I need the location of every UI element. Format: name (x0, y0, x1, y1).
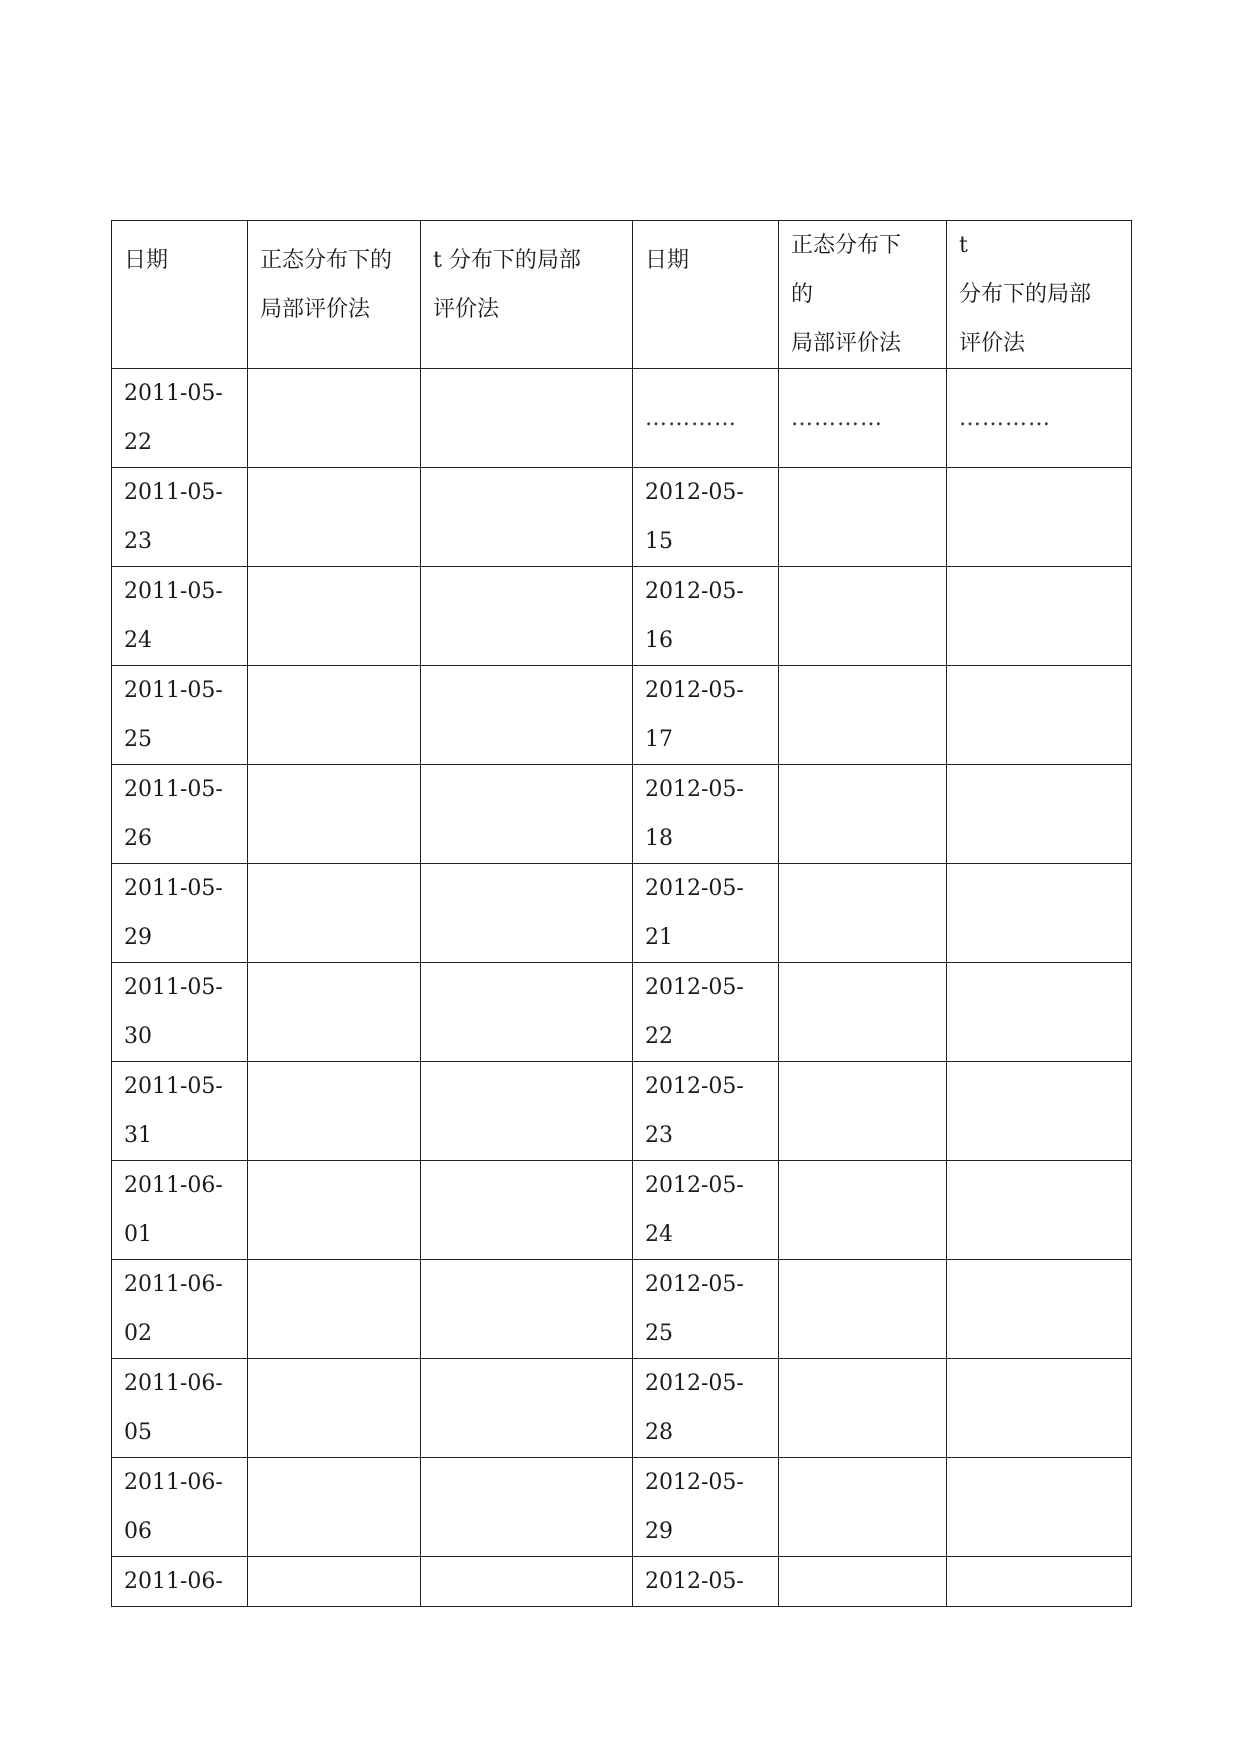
date-cell-right: 2012-05- 29 (633, 1458, 779, 1557)
value-cell (947, 567, 1132, 666)
date-cell-left: 2011-06- (112, 1557, 248, 1607)
value-cell (779, 864, 947, 963)
header-cell-t-left: t 分布下的局部 评价法 (421, 221, 633, 369)
value-cell (248, 1062, 421, 1161)
value-cell (248, 369, 421, 468)
value-cell (947, 1458, 1132, 1557)
table-row (112, 1161, 1132, 1260)
value-cell (421, 1161, 633, 1260)
date-cell-right: 2012-05- 28 (633, 1359, 779, 1458)
table-row (112, 765, 1132, 864)
value-cell (779, 567, 947, 666)
date-cell-left: 2011-06- 02 (112, 1260, 248, 1359)
header-cell-normal-right: 正态分布下 的 局部评价法 (779, 221, 947, 369)
ellipsis-cell: ………… (947, 369, 1132, 468)
header-cell-date-right: 日期 (633, 221, 779, 369)
date-cell-left: 2011-06- 05 (112, 1359, 248, 1458)
table-row (112, 666, 1132, 765)
table-row (112, 567, 1132, 666)
value-cell (421, 1458, 633, 1557)
value-cell (779, 1062, 947, 1161)
value-cell (248, 1458, 421, 1557)
value-cell (421, 666, 633, 765)
value-cell (947, 765, 1132, 864)
value-cell (248, 963, 421, 1062)
date-cell-right: 2012-05- 18 (633, 765, 779, 864)
value-cell (947, 963, 1132, 1062)
value-cell (421, 1359, 633, 1458)
table-row (112, 369, 1132, 468)
value-cell (421, 765, 633, 864)
value-cell (779, 1557, 947, 1607)
date-cell-left: 2011-05- 22 (112, 369, 248, 468)
value-cell (248, 468, 421, 567)
value-cell (947, 666, 1132, 765)
date-cell-left: 2011-05- 30 (112, 963, 248, 1062)
value-cell (248, 1557, 421, 1607)
value-cell (248, 1260, 421, 1359)
ellipsis-cell: ………… (633, 369, 779, 468)
table-row (112, 864, 1132, 963)
value-cell (779, 1260, 947, 1359)
value-cell (947, 1062, 1132, 1161)
date-cell-right: 2012-05- 25 (633, 1260, 779, 1359)
date-cell-right: 2012-05- (633, 1557, 779, 1607)
table-row (112, 1458, 1132, 1557)
date-cell-left: 2011-06- 06 (112, 1458, 248, 1557)
value-cell (779, 1161, 947, 1260)
table-row (112, 963, 1132, 1062)
date-cell-right: 2012-05- 15 (633, 468, 779, 567)
table-row (112, 1260, 1132, 1359)
header-cell-date-left: 日期 (112, 221, 248, 369)
date-cell-right: 2012-05- 21 (633, 864, 779, 963)
value-cell (779, 1458, 947, 1557)
value-cell (779, 468, 947, 567)
table-header-row (112, 221, 1132, 369)
date-cell-left: 2011-05- 29 (112, 864, 248, 963)
date-cell-right: 2012-05- 16 (633, 567, 779, 666)
value-cell (421, 1557, 633, 1607)
value-cell (248, 864, 421, 963)
date-cell-right: 2012-05- 22 (633, 963, 779, 1062)
value-cell (421, 963, 633, 1062)
value-cell (947, 1260, 1132, 1359)
date-cell-right: 2012-05- 17 (633, 666, 779, 765)
value-cell (779, 666, 947, 765)
ellipsis-cell: ………… (779, 369, 947, 468)
value-cell (421, 468, 633, 567)
value-cell (248, 666, 421, 765)
date-cell-right: 2012-05- 23 (633, 1062, 779, 1161)
value-cell (421, 864, 633, 963)
table-row (112, 468, 1132, 567)
table-row (112, 1557, 1132, 1607)
value-cell (779, 765, 947, 864)
value-cell (779, 963, 947, 1062)
value-cell (421, 1260, 633, 1359)
table-row (112, 1359, 1132, 1458)
value-cell (947, 468, 1132, 567)
date-cell-left: 2011-05- 26 (112, 765, 248, 864)
value-cell (421, 567, 633, 666)
value-cell (248, 1161, 421, 1260)
date-cell-left: 2011-05- 23 (112, 468, 248, 567)
date-cell-left: 2011-05- 24 (112, 567, 248, 666)
header-cell-t-right: t 分布下的局部 评价法 (947, 221, 1132, 369)
value-cell (248, 765, 421, 864)
header-cell-normal-left: 正态分布下的 局部评价法 (248, 221, 421, 369)
value-cell (947, 864, 1132, 963)
value-cell (779, 1359, 947, 1458)
value-cell (947, 1161, 1132, 1260)
value-cell (421, 369, 633, 468)
evaluation-table (111, 220, 1132, 1607)
value-cell (248, 1359, 421, 1458)
value-cell (947, 1557, 1132, 1607)
date-cell-right: 2012-05- 24 (633, 1161, 779, 1260)
table-row (112, 1062, 1132, 1161)
date-cell-left: 2011-05- 25 (112, 666, 248, 765)
value-cell (421, 1062, 633, 1161)
value-cell (947, 1359, 1132, 1458)
date-cell-left: 2011-06- 01 (112, 1161, 248, 1260)
date-cell-left: 2011-05- 31 (112, 1062, 248, 1161)
value-cell (248, 567, 421, 666)
